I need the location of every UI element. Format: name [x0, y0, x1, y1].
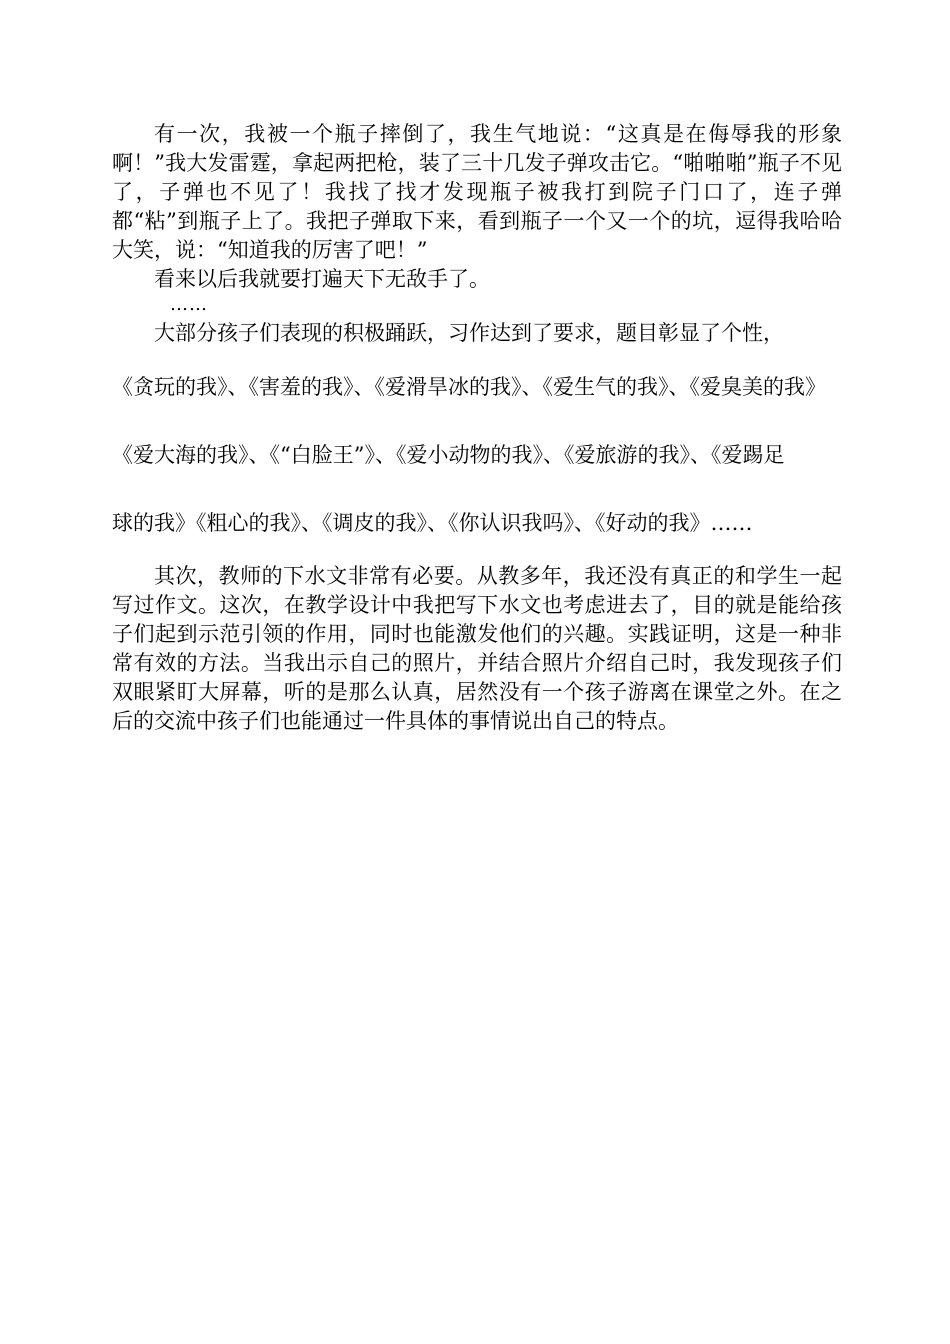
essay-titles-line: 《爱大海的我》、《“白脸王”》、《爱小动物的我》、《爱旅游的我》、《爱踢足 — [112, 443, 785, 467]
story-paragraph: 有一次，我被一个瓶子摔倒了，我生气地说：“这真是在侮辱我的形象啊！”我大发雷霆，拿起两把枪，装了三十几发子弹攻击它。“啪啪啪”瓶子不见了，子弹也不见了！我找了找才发现瓶子被我打到院子门口了，连子弹都“粘”到瓶子上了。我把子弹取下来，看到瓶子一个又一个的坑，逗得我哈哈大笑，说：“知道我的厉害了吧！” — [112, 122, 842, 262]
essay-titles-line: 球的我》《粗心的我》、《调皮的我》、《你认识我吗》、《好动的我》…… — [112, 511, 753, 535]
ellipsis-line: …… — [170, 294, 208, 315]
reflection-paragraph: 其次，教师的下水文非常有必要。从教多年，我还没有真正的和学生一起写过作文。这次，在教学设计中我把写下水文也考虑进去了，目的就是能给孩子们起到示范引领的作用，同时也能激发他们的兴趣。实践证明，这是一种非常有效的方法。当我出示自己的照片，并结合照片介绍自己时，我发现孩子们双眼紧盯大屏幕，听的是那么认真，居然没有一个孩子游离在课堂之外。在之后的交流中孩子们也能通过一件具体的事情说出自己的特点。 — [112, 564, 842, 733]
titles-intro-paragraph: 大部分孩子们表现的积极踊跃，习作达到了要求，题目彰显了个性， — [154, 321, 784, 345]
document-body — [112, 120, 842, 736]
essay-titles-line: 《贪玩的我》、《害羞的我》、《爱滑旱冰的我》、《爱生气的我》、《爱臭美的我》 — [112, 375, 826, 399]
conclusion-paragraph: 看来以后我就要打遍天下无敌手了。 — [154, 267, 490, 291]
